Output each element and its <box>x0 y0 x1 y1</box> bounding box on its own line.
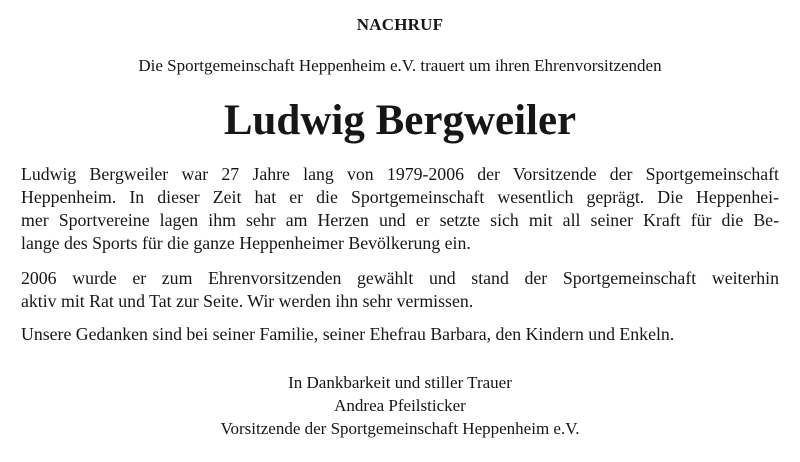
paragraph-honorary <box>21 267 779 313</box>
deceased-name: Ludwig Bergweiler <box>223 97 577 144</box>
text-line: aktiv mit Rat und Tat zur Seite. Wir werden ihn sehr vermissen. <box>21 291 474 311</box>
text-line: Unsere Gedanken sind bei seiner Familie, seiner Ehefrau Barbara, den Kindern und Enkeln. <box>21 324 675 344</box>
notice-body <box>21 163 779 346</box>
text-line: lange des Sports für die ganze Heppenheimer Bevölkerung ein. <box>21 233 471 253</box>
notice-heading: NACHRUF <box>356 15 444 34</box>
notice-subheading: Die Sportgemeinschaft Heppenheim e.V. trauert um ihren Ehrenvorsitzenden <box>138 56 662 75</box>
closing-line: In Dankbarkeit und stiller Trauer <box>288 373 512 392</box>
signer-role: Vorsitzende der Sportgemeinschaft Heppenheim e.V. <box>220 419 580 438</box>
paragraph-condolence <box>21 323 779 346</box>
text-line: 2006 wurde er zum Ehrenvorsitzenden gewählt und stand der Sportgemeinschaft weiterhin <box>21 268 779 288</box>
signoff-block <box>0 371 800 440</box>
text-line: Heppenheim. In dieser Zeit hat er die Sportgemeinschaft wesentlich geprägt. Die Heppenhei- <box>21 187 779 207</box>
text-line: Ludwig Bergweiler war 27 Jahre lang von 1979-2006 der Vorsitzende der Sportgemeinschaft <box>21 164 779 184</box>
text-line: mer Sportvereine lagen ihm sehr am Herzen und er setzte sich mit all seiner Kraft für die Be- <box>21 210 779 230</box>
paragraph-biography <box>21 163 779 255</box>
signer-name: Andrea Pfeilsticker <box>334 396 466 415</box>
